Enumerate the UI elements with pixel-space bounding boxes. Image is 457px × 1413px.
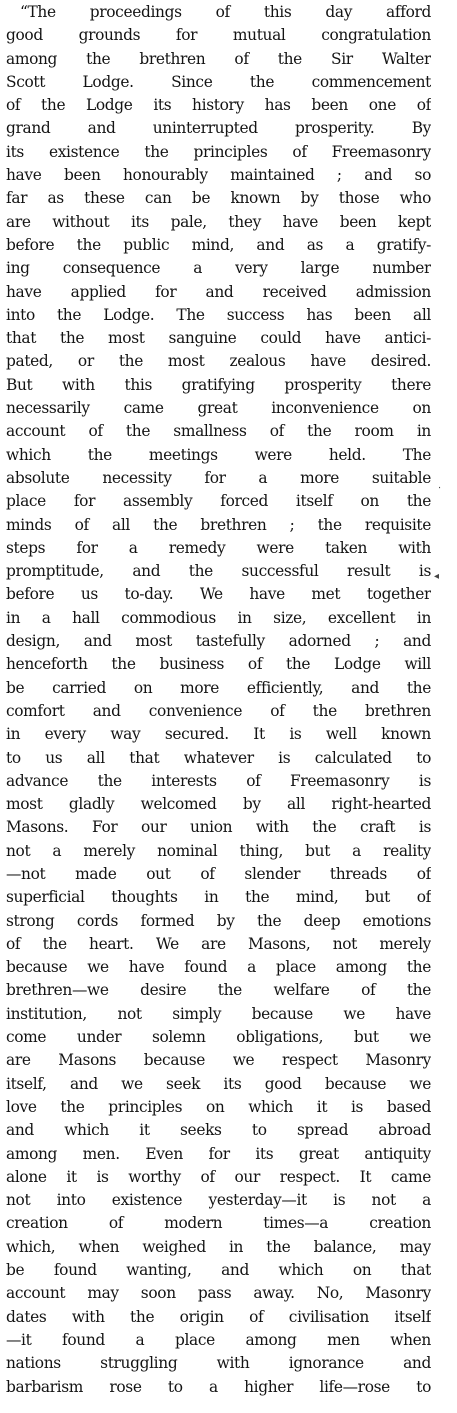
article-line: before us to-day. We have met together: [6, 585, 431, 604]
article-line: minds of all the brethren ; the requisite: [6, 515, 431, 534]
article-line: to us all that whatever is calculated to: [6, 748, 431, 767]
article-line: advance the interests of Freemasonry is: [6, 771, 431, 790]
article-line: most gladly welcomed by all right-hearted: [6, 795, 431, 814]
margin-arrow-mark: ◂: [434, 571, 440, 582]
article-line: be carried on more efficiently, and the: [6, 678, 431, 697]
article-line: have applied for and received admission: [6, 282, 431, 301]
article-line: ing consequence a very large number: [6, 259, 431, 278]
article-line: love the principles on which it is based: [6, 1097, 431, 1116]
article-line: in a hall commodious in size, excellent in: [6, 608, 431, 627]
article-line: among the brethren of the Sir Walter: [6, 49, 431, 68]
article-line: institution, not simply because we have: [6, 1004, 431, 1023]
article-line: its existence the principles of Freemasonry: [6, 142, 431, 161]
article-line: be found wanting, and which on that: [6, 1261, 431, 1280]
article-line: which the meetings were held. The: [6, 445, 431, 464]
article-line: and which it seeks to spread abroad: [6, 1121, 431, 1140]
article-line: among men. Even for its great antiquity: [6, 1144, 431, 1163]
article-line: itself, and we seek its good because we: [6, 1074, 431, 1093]
article-line: of the heart. We are Masons, not merely: [6, 934, 431, 953]
article-line: nations struggling with ignorance and: [6, 1354, 431, 1373]
article-line: place for assembly forced itself on the: [6, 492, 431, 511]
article-line: steps for a remedy were taken with: [6, 538, 431, 557]
article-line: comfort and convenience of the brethren: [6, 701, 431, 720]
article-line: But with this gratifying prosperity there: [6, 375, 431, 394]
article-line: henceforth the business of the Lodge will: [6, 655, 431, 674]
article-line: come under solemn obligations, but we: [6, 1028, 431, 1047]
article-line: dates with the origin of civilisation itself: [6, 1307, 431, 1326]
article-line: barbarism rose to a higher life—rose to: [6, 1377, 431, 1396]
article-line: strong cords formed by the deep emotions: [6, 911, 431, 930]
article-line: creation of modern times—a creation: [6, 1214, 431, 1233]
article-line: in every way secured. It is well known: [6, 725, 431, 744]
article-line: account of the smallness of the room in: [6, 422, 431, 441]
article-line: Scott Lodge. Since the commencement: [6, 72, 431, 91]
article-line: —not made out of slender threads of: [6, 864, 431, 883]
article-line: grand and uninterrupted prosperity. By: [6, 119, 431, 138]
article-line: not into existence yesterday—it is not a: [6, 1191, 431, 1210]
article-line: that the most sanguine could have antici-: [6, 329, 431, 348]
article-line: are without its pale, they have been kept: [6, 212, 431, 231]
article-column: [6, 1, 431, 1399]
article-line: Masons. For our union with the craft is: [6, 818, 431, 837]
article-line: superficial thoughts in the mind, but of: [6, 888, 431, 907]
article-line: which, when weighed in the balance, may: [6, 1237, 431, 1256]
article-line: far as these can be known by those who: [6, 189, 431, 208]
article-line: absolute necessity for a more suitable: [6, 468, 431, 487]
article-line: alone it is worthy of our respect. It came: [6, 1167, 431, 1186]
article-line: not a merely nominal thing, but a reality: [6, 841, 431, 860]
article-line: before the public mind, and as a gratify-: [6, 235, 431, 254]
article-line: good grounds for mutual congratulation: [6, 26, 431, 45]
article-line: are Masons because we respect Masonry: [6, 1051, 431, 1070]
article-line: design, and most tastefully adorned ; and: [6, 632, 431, 651]
article-line: into the Lodge. The success has been all: [6, 305, 431, 324]
article-line: because we have found a place among the: [6, 958, 431, 977]
article-line: have been honourably maintained ; and so: [6, 166, 431, 185]
margin-speck: ⋅: [438, 483, 442, 494]
article-line: brethren—we desire the welfare of the: [6, 981, 431, 1000]
article-line: necessarily came great inconvenience on: [6, 399, 431, 418]
article-line: of the Lodge its history has been one of: [6, 96, 431, 115]
article-line: pated, or the most zealous have desired.: [6, 352, 431, 371]
article-line: account may soon pass away. No, Masonry: [6, 1284, 431, 1303]
article-line: promptitude, and the successful result is: [6, 562, 431, 581]
article-line: “The proceedings of this day afford: [20, 3, 431, 21]
article-line: —it found a place among men when: [6, 1330, 431, 1349]
